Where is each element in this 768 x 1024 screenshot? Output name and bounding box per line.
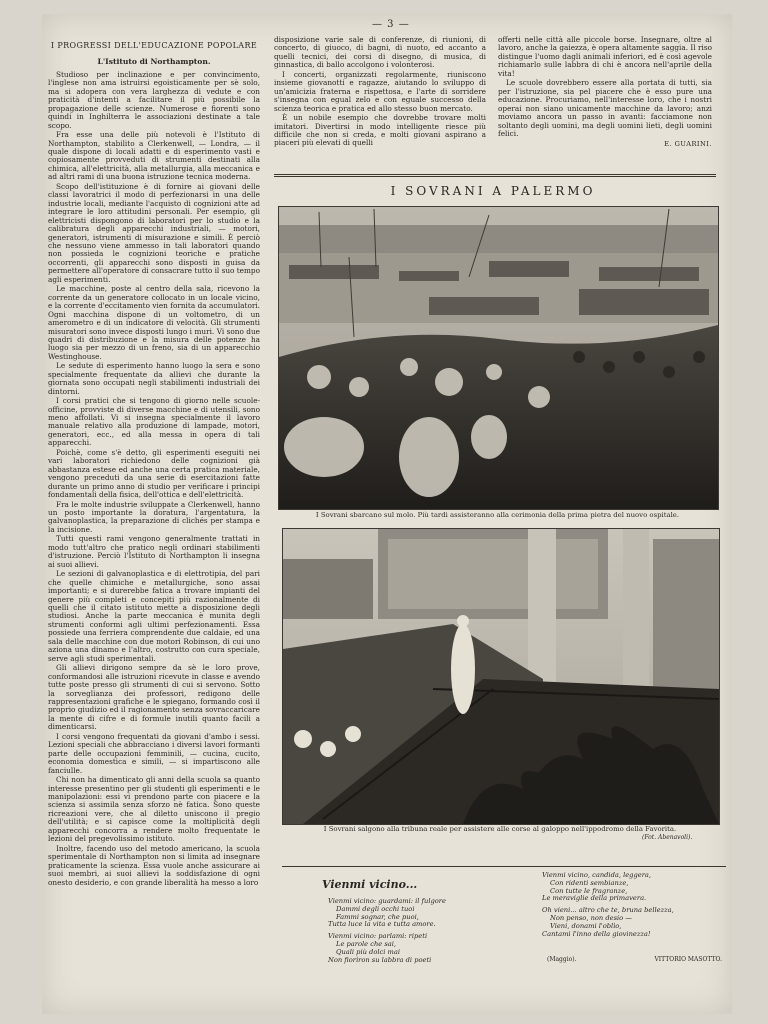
poem-line: Vienmi vicino, candida, leggera, bbox=[542, 871, 652, 879]
poem-date: (Maggio). bbox=[547, 956, 577, 963]
poem-stanza bbox=[328, 898, 528, 929]
poem-line: Vieni, donami l'oblìo, bbox=[550, 921, 622, 930]
article-paragraph: Gli allievi dirigono sempre da sè le loro prove, conformandosi alle istruzioni ricevute in classe e avendo tutte poste presso gli strumenti di cui si servono. Sotto la sorveglianza dei professori, redigono delle rappresentazioni grafiche e le spiegano, formando così il proprio giudizio ed il ragionamento senza sovraccaricare la mente di cifre e di formule inutili quanto facili a dimenticarsi. bbox=[48, 663, 260, 732]
poem-stanza bbox=[542, 872, 732, 903]
poem-line: Non penso, non desio — bbox=[550, 913, 632, 922]
article-paragraph: Fra esse una delle più notevoli è l'Istituto di Northampton, stabilito a Clerkenwell, — Londra, — il quale dispone di locali adatti e di esperimento vasti e copiosamente provveduti di strumenti destinati alla chimica, all'elettricità, alla metallurgia, alla meccanica e ad altri rami di una buona istruzione tecnica moderna. bbox=[48, 130, 260, 182]
poem-line: Con ridenti sembianze, bbox=[550, 878, 629, 887]
article-paragraph: Tutti questi rami vengono generalmente trattati in modo tutt'altro che pratico negli ordinari stabilimenti d'istruzione. Perciò l'Istituto di Northampton li insegna ai suoi allievi. bbox=[48, 534, 260, 569]
poem-author: VITTORIO MASOTTO. bbox=[654, 956, 722, 963]
article-paragraph: Studioso per inclinazione e per convincimento, l'inglese non ama istruirsi egoisticamente per sè solo, ma si adopera con vera larghezza di vedute e con praticità d'intenti a facilitare il più possibile la propagazione delle scienze. Numerose e fiorenti sono quindi in Inghilterra le associazioni destinate a tale scopo. bbox=[48, 69, 260, 130]
photo-sovereigns-landing bbox=[278, 206, 719, 510]
poem-line: Tutta luce la vita e tutta amore. bbox=[328, 920, 436, 929]
article-paragraph: Le sedute di esperimento hanno luogo la sera e sono specialmente frequentate da allievi che durante la giornata sono occupati negli stabilimenti industriali dei dintorni. bbox=[48, 361, 260, 396]
article-continuation-middle bbox=[274, 36, 486, 176]
poem-attribution bbox=[547, 956, 722, 963]
article-paragraph: I corsi pratici che si tengono di giorno nelle scuole-officine, provviste di diverse macchine e di utensili, sono meno affollati. Vi si insegna specialmente il lavoro manuale relativo alla produzione di lampade, motori, generatori, ecc., ed alla messa in opera di tali apparecchi. bbox=[48, 396, 260, 448]
section-heading: I PROGRESSI DELL'EDUCAZIONE POPOLARE bbox=[50, 41, 258, 50]
article-paragraph: disposizione varie sale di conferenze, di riunioni, di concerto, di giuoco, di bagni, di nuoto, ed accanto a quelli tecnici, dei corsi di disegno, di musica, di ginnastica, di ballo accolgono i volonterosi. bbox=[274, 36, 486, 70]
poem-line: Oh vieni... altro che te, bruna bellezza, bbox=[542, 906, 674, 915]
article-paragraph: I corsi vengono frequentati da giovani d'ambo i sessi. Lezioni speciali che abbracciano i diversi lavori formanti parte delle occupazioni femminili, — cucina, cucito, economia domestica e simili, — si impartiscono alle fanciulle. bbox=[48, 731, 260, 775]
photo-royal-tribune bbox=[282, 528, 720, 825]
poem-line: Con tutte le fragranze, bbox=[550, 886, 628, 895]
article-paragraph: offerti nelle città alle piccole borse. Insegnare, oltre al lavoro, anche la gaiezza, è opera altamente saggia. Il riso distingue l'uomo dagli animali inferiori, ed è così agevole richiamarlo sulle labbra di chi è ancora nell'aprile della vita! bbox=[498, 36, 712, 78]
article-paragraph: I concerti, organizzati regolarmente, riuniscono insieme giovanotti e ragazze, aiutando lo sviluppo di un'amicizia fraterna e rispettosa, e l'arte di sorridere s'insegna con egual zelo e con eguale successo della scienza teorica e pratica ed allo stesso buon mercato. bbox=[274, 69, 486, 113]
article-paragraph: Scopo dell'istituzione è di fornire ai giovani delle classi lavoratrici il modo di perfezionarsi in una delle industrie locali, mediante l'acquisto di cognizioni atte ad integrare le loro attitudini personali. Per esempio, gli elettricisti dispongono di laboratori per lo studio e la calibratura degli apparecchi industriali, — motori, generatori, istrumenti di misurazione e simili. È perciò che nessuno viene ammesso in tali laboratori quando non possieda le cognizioni teoriche e pratiche occorrenti, gli apparecchi sono disposti in guisa da permettere all'operatore di consacrare tutto il suo tempo agli esperimenti. bbox=[48, 181, 260, 284]
article-paragraph: Le macchine, poste al centro della sala, ricevono la corrente da un generatore collocato in un locale vicino, e la corrente d'eccitamento vien fornita da accumulatori. Ogni macchina dispone di un voltometro, di un amerometro e di un indicatore di velocità. Gli strumenti misuratori sono invece disposti lungo i muri. Vi sono due quadri di distribuzione e la misura delle potenze ha luogo sia per mezzo di un freno, sia di un apparecchio Westinghouse. bbox=[48, 284, 260, 361]
photo-credit: (Fot. Abenavoli). bbox=[642, 834, 693, 841]
poem-line: Le meraviglie della primavera. bbox=[542, 894, 647, 903]
poem-line: Le parole che sai, bbox=[336, 939, 397, 948]
photo-caption: I Sovrani sbarcano sul molo. Più tardi assisteranno alla cerimonia della prima pietra del nuovo ospitale. bbox=[315, 511, 680, 519]
page-number: — 3 — bbox=[372, 19, 410, 30]
photo-caption: I Sovrani salgono alla tribuna reale per assistere alle corse al galoppo nell'ippodromo della Favorita. bbox=[323, 825, 677, 833]
divider bbox=[274, 176, 716, 177]
poem-line: Cantami l'inno della giovinezza! bbox=[542, 929, 651, 938]
divider bbox=[274, 174, 716, 175]
poem-line: Quali più dolci mai bbox=[336, 947, 400, 956]
divider bbox=[282, 866, 726, 867]
article-paragraph: Chi non ha dimenticato gli anni della scuola sa quanto interesse presentino per gli studenti gli esperimenti e le manipolazioni: essi vi prendono parte con piacere e la scienza si assimila senza sforzo nè fatica. Sono queste ricreazioni vere, che al diletto uniscono il pregio dell'utilità; e si capisce come la moltiplicità degli apparecchi concorra a rendere molto frequentate le lezioni del pregevolissimo istituto. bbox=[48, 775, 260, 844]
poem-line: Vienmi vicino: parlami: ripeti bbox=[328, 932, 428, 941]
article-paragraph: Le sezioni di galvanoplastica e di elettrotipia, del pari che quelle chimiche e metallurgiche, sono assai importanti; e si durerebbe fatica a trovare impianti del genere più completi e concepiti più razionalmente di quelli che il citato istituto mette a disposizione degli studiosi. Anche la parte meccanica è munita degli strumenti conformi agli ultimi perfezionamenti. Essa possiede una ferriera comprendente due caldaie, ed una sala delle macchine con due motori Robinson, di cui uno aziona una dinamo e l'altro, costrutto con cura speciale, serve agli studi sperimentali. bbox=[48, 569, 260, 663]
poem-line: Fammi sognar, che puoi, bbox=[336, 912, 419, 921]
poem-stanza bbox=[542, 907, 732, 938]
poem-right bbox=[542, 872, 732, 942]
poem-line: Dammi degli occhi tuoi bbox=[336, 904, 415, 913]
poem-line: Vienmi vicino: guardami: il fulgore bbox=[328, 897, 446, 905]
left-column-article bbox=[48, 38, 260, 1000]
article-title: L'Istituto di Northampton. bbox=[97, 57, 211, 67]
poem-left bbox=[328, 898, 528, 968]
article-continuation-right bbox=[498, 36, 712, 176]
poem-stanza bbox=[328, 933, 528, 964]
article-paragraph: Inoltre, facendo uso del metodo americano, la scuola sperimentale di Northampton non si limita ad insegnare praticamente la scienza. Essa vuole anche assicurare ai suoi membri, ai suoi allievi la soddisfazione di ogni onesto desiderio, e con grande liberalità ha messo a loro bbox=[48, 843, 260, 887]
poem-title: Vienmi vicino... bbox=[322, 878, 418, 891]
author-signature: E. GUARINI. bbox=[664, 140, 712, 149]
article-paragraph: Poichè, come s'è detto, gli esperimenti eseguiti nei vari laboratori richiedono delle cognizioni già abbastanza estese ed anche una certa pratica materiale, vengono preceduti da una serie di esercitazioni fatte durante un primo anno di studio per verificare i principi fondamentali della fisica, dell'ottica e dell'elettricità. bbox=[48, 447, 260, 500]
poem-line: Non fiorìron su labbra di poeti bbox=[328, 955, 432, 964]
article-paragraph: Fra le molte industrie sviluppate a Clerkenwell, hanno un posto importante la doratura, l'argentatura, la galvanoplastica, la preparazione di clichés per stampa e la incisione. bbox=[48, 499, 260, 534]
article-paragraph: È un nobile esempio che dovrebbe trovare molti imitatori. Divertirsi in modo intelligente riesce più difficile che non si creda, e molti giovani aspirano a piaceri più elevati di quelli bbox=[274, 113, 486, 148]
article-paragraph: Le scuole dovrebbero essere alla portata di tutti, sia per l'istruzione, sia pel piacere che è esso pure una educazione. Procuriamo, nell'interesse loro, che i nostri operai non siano unicamente macchine da lavoro; anzi moviamo ancora un passo in avanti: facciamone non soltanto degli uomini, ma degli uomini lieti, degli uomini felici. bbox=[498, 78, 712, 138]
section-title: I SOVRANI A PALERMO bbox=[390, 184, 596, 198]
newspaper-page bbox=[42, 14, 732, 1014]
